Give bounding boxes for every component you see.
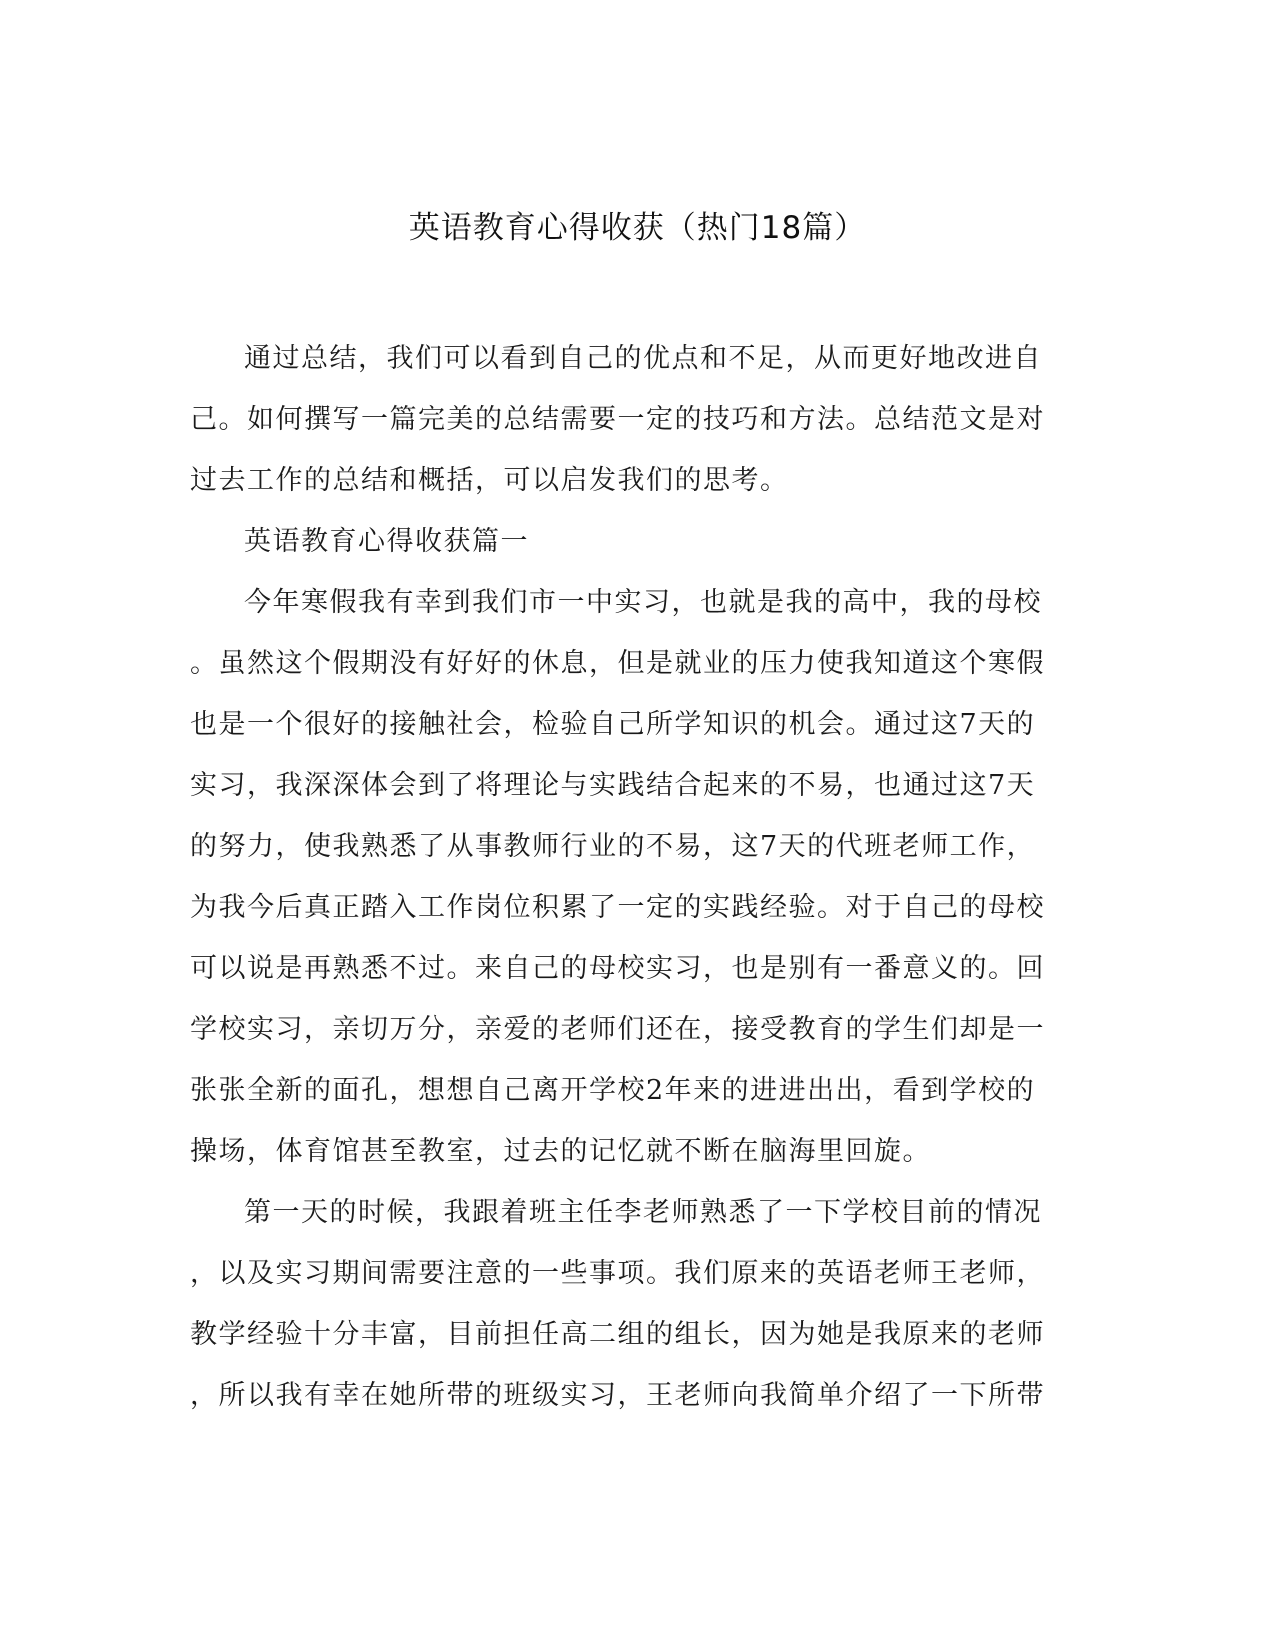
paragraph-line: ，所以我有幸在她所带的班级实习，王老师向我简单介绍了一下所带 (190, 1380, 1045, 1411)
paragraph-line: ，以及实习期间需要注意的一些事项。我们原来的英语老师王老师， (190, 1258, 1045, 1289)
paragraph-line: 过去工作的总结和概括，可以启发我们的思考。 (190, 465, 789, 496)
paragraph-line: 。虽然这个假期没有好好的休息，但是就业的压力使我知道这个寒假 (190, 648, 1045, 679)
paragraph-line: 实习，我深深体会到了将理论与实践结合起来的不易，也通过这7天 (190, 770, 1036, 801)
paragraph-line: 的努力，使我熟悉了从事教师行业的不易，这7天的代班老师工作， (190, 831, 1036, 862)
section-heading-text: 英语教育心得收获篇一 (244, 526, 529, 557)
paragraph-line: 为我今后真正踏入工作岗位积累了一定的实践经验。对于自己的母校 (190, 892, 1045, 923)
paragraph-line: 第一天的时候，我跟着班主任李老师熟悉了一下学校目前的情况 (244, 1197, 1042, 1228)
paragraph-line: 操场，体育馆甚至教室，过去的记忆就不断在脑海里回旋。 (190, 1136, 931, 1167)
section-heading (190, 511, 1080, 572)
paragraph-internship (190, 572, 1080, 1182)
paragraph-line: 今年寒假我有幸到我们市一中实习，也就是我的高中，我的母校 (244, 587, 1042, 618)
paragraph-line: 也是一个很好的接触社会，检验自己所学知识的机会。通过这7天的 (190, 709, 1036, 740)
document-title: 英语教育心得收获（热门18篇） (408, 210, 867, 246)
paragraph-line: 己。如何撰写一篇完美的总结需要一定的技巧和方法。总结范文是对 (190, 404, 1045, 435)
paragraph-line: 教学经验十分丰富，目前担任高二组的组长，因为她是我原来的老师 (190, 1319, 1045, 1350)
paragraph-line: 可以说是再熟悉不过。来自己的母校实习，也是别有一番意义的。回 (190, 953, 1045, 984)
paragraph-intro (190, 328, 1080, 511)
paragraph-line: 通过总结，我们可以看到自己的优点和不足，从而更好地改进自 (244, 343, 1042, 374)
paragraph-first-day (190, 1182, 1080, 1426)
paragraph-line: 学校实习，亲切万分，亲爱的老师们还在，接受教育的学生们却是一 (190, 1014, 1045, 1045)
paragraph-line: 张张全新的面孔，想想自己离开学校2年来的进进出出，看到学校的 (190, 1075, 1036, 1106)
document-body (190, 328, 1080, 1426)
